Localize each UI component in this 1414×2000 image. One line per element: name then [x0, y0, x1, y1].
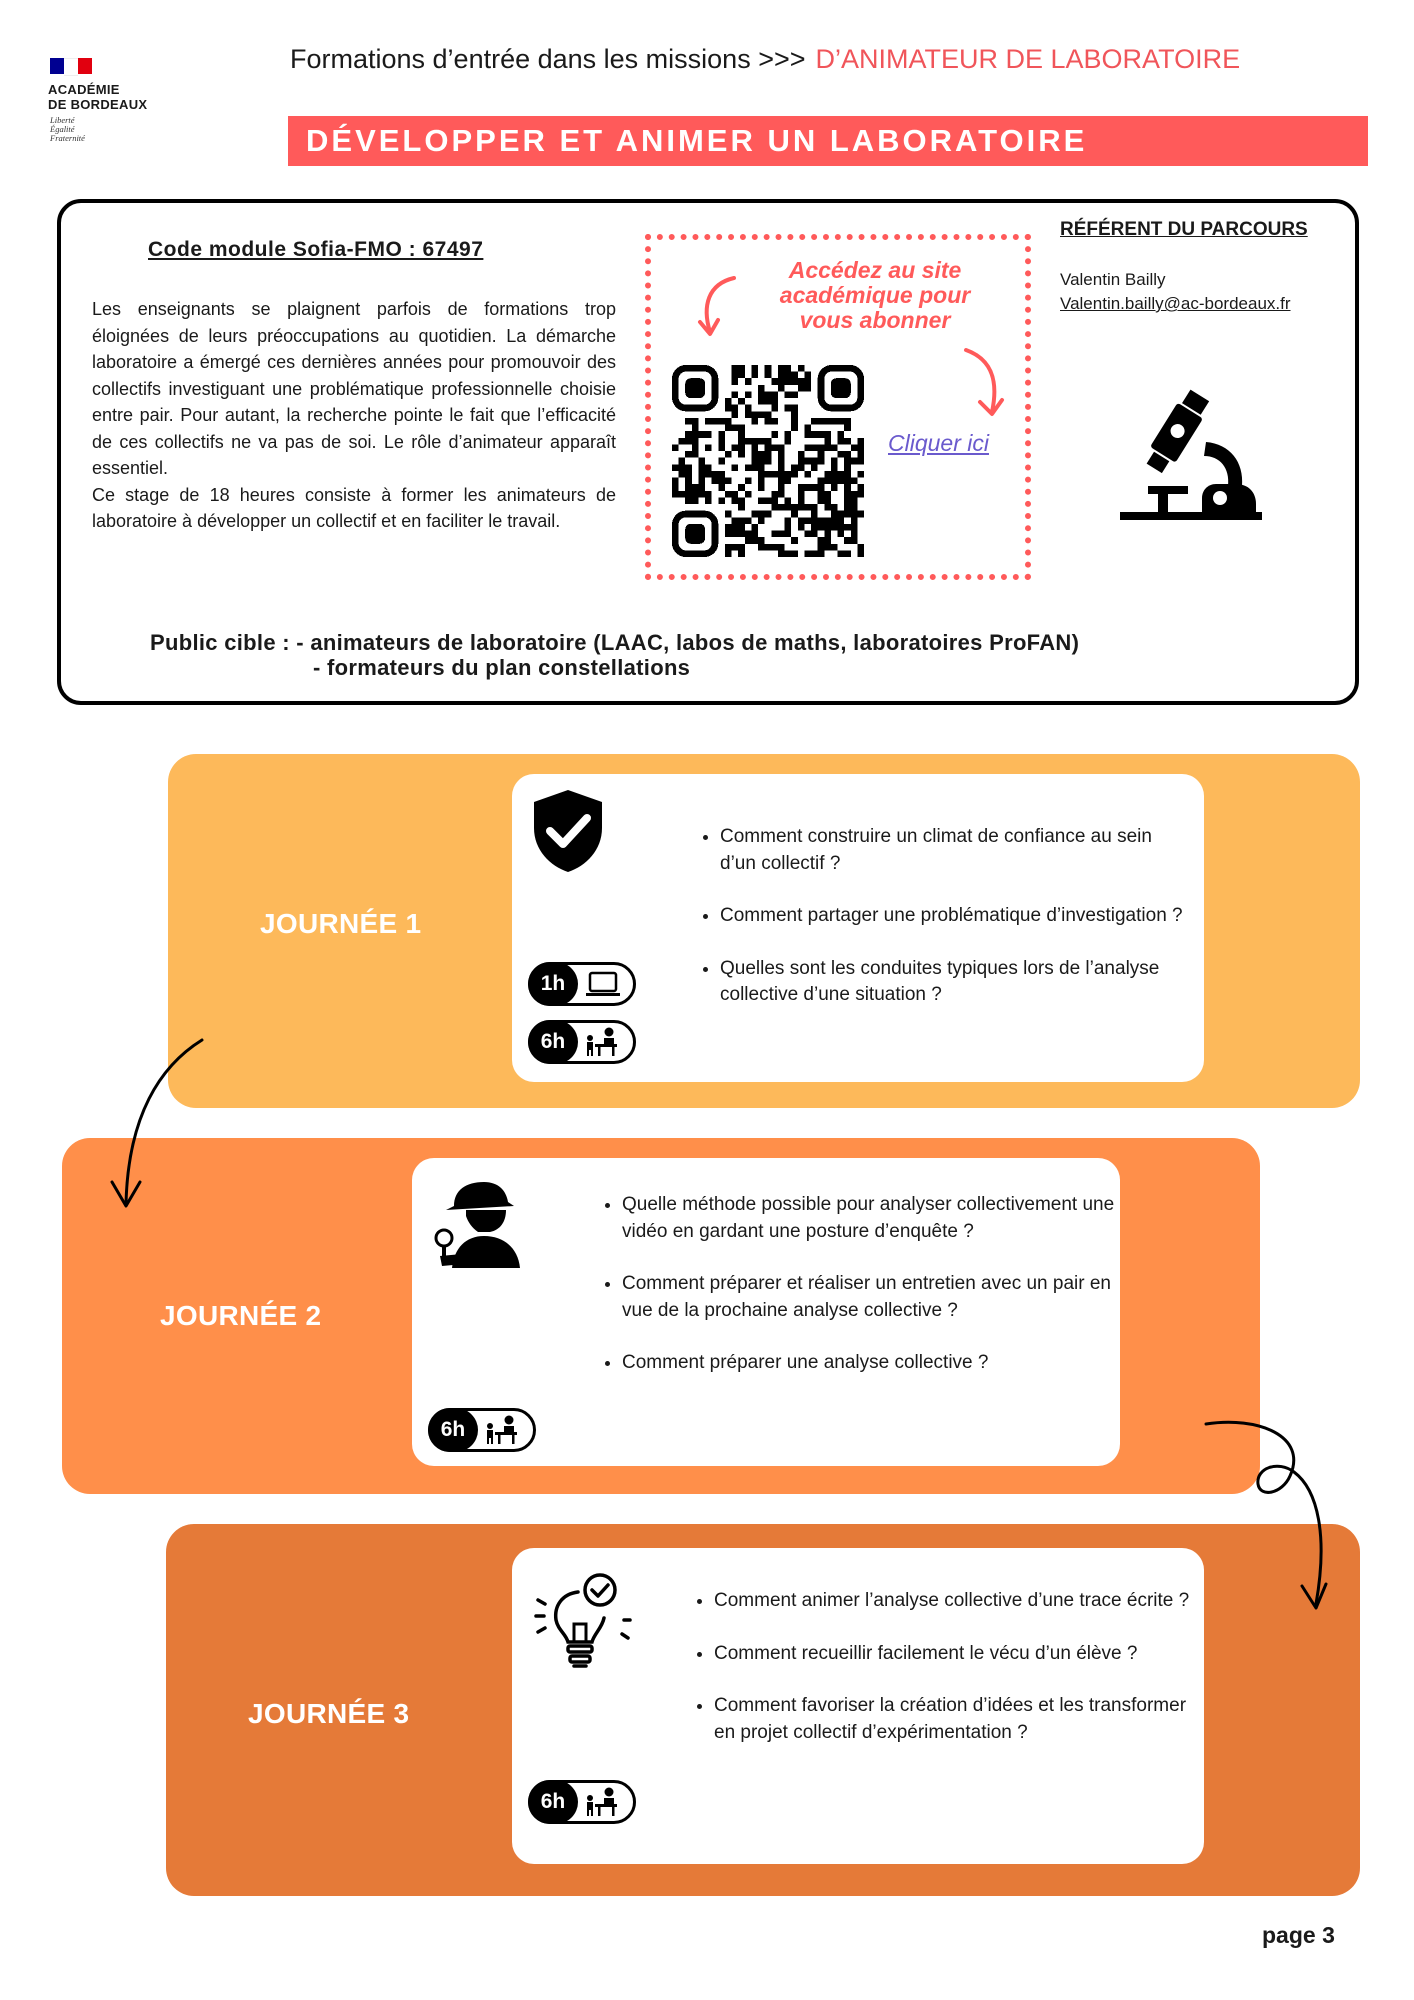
detective-icon [432, 1176, 528, 1272]
question-item: • Comment construire un climat de confiance au sein d’un collectif ? [720, 824, 1190, 877]
question-item: • Comment favoriser la création d’idées et les transformer en projet collectif d’expérimentation ? [714, 1693, 1194, 1746]
curved-arrow-icon [100, 1036, 210, 1216]
referent-title: RÉFÉRENT DU PARCOURS [1060, 219, 1308, 240]
question-item: • Comment recueillir facilement le vécu d’un élève ? [714, 1641, 1194, 1668]
intro-paragraph-2: Ce stage de 18 heures consiste à former les animateurs de laboratoire à développer un collectif et en faciliter le travail. [92, 484, 616, 531]
question-item: • Quelle méthode possible pour analyser collectivement une vidéo en gardant une posture d’enquête ? [622, 1192, 1122, 1245]
duration-6h: 6h [428, 1408, 478, 1452]
question-item: • Comment animer l’analyse collective d’une trace écrite ? [714, 1588, 1194, 1615]
motto-liberte: Liberté [50, 115, 75, 125]
classroom-icon [485, 1414, 521, 1446]
header-line [290, 44, 1240, 75]
duration-6h: 6h [528, 1780, 578, 1824]
module-code: Code module Sofia-FMO : 67497 [148, 238, 484, 261]
question-item: • Comment préparer une analyse collective ? [622, 1350, 1122, 1377]
page-title: DÉVELOPPER ET ANIMER UN LABORATOIRE [288, 116, 1368, 166]
duration-1h: 1h [528, 962, 578, 1006]
republic-flag-icon [50, 58, 92, 74]
classroom-icon [585, 1026, 621, 1058]
duration-pill-6h [428, 1408, 536, 1452]
day-3-questions [688, 1588, 1194, 1772]
referent-name: Valentin Bailly [1060, 270, 1166, 289]
laptop-icon [585, 968, 621, 1000]
curved-arrow-icon [1198, 1416, 1328, 1616]
referent-email-link[interactable]: Valentin.bailly@ac-bordeaux.fr [1060, 294, 1291, 313]
republic-motto [50, 116, 85, 143]
logo-line-1: ACADÉMIE [48, 82, 120, 97]
header-accent: D’ANIMATEUR DE LABORATOIRE [815, 44, 1241, 74]
shield-check-icon [528, 786, 608, 876]
duration-6h: 6h [528, 1020, 578, 1064]
header-prefix: Formations d’entrée dans les missions >>> [290, 44, 806, 74]
duration-pill-6h [528, 1020, 636, 1064]
academy-logo-name [48, 82, 147, 112]
question-item: • Quelles sont les conduites typiques lors de l’analyse collective d’une situation ? [720, 956, 1190, 1009]
audience-line-1: Public cible : - animateurs de laboratoire (LAAC, labos de maths, laboratoires ProFAN) [150, 630, 1080, 655]
qr-title: Accédez au site académique pour vous abonner [779, 257, 971, 333]
microscope-icon [1118, 386, 1264, 524]
audience-line-2: - formateurs du plan constellations [313, 655, 691, 680]
question-item: • Comment préparer et réaliser un entretien avec un pair en vue de la prochaine analyse collective ? [622, 1271, 1122, 1324]
lightbulb-check-icon [530, 1570, 636, 1676]
motto-fraternite: Fraternité [50, 133, 85, 143]
logo-line-2: DE BORDEAUX [48, 97, 148, 112]
intro-paragraph-1: Les enseignants se plaignent parfois de formations trop éloignées de leurs préoccupations au quotidien. La démarche laboratoire a émergé ces dernières années pour promouvoir des collectifs investiguant une problématique professionnelle choisie entre pair. Pour autant, la recherche pointe le fait que l’efficacité de ces collectifs ne va pas de soi. Le rôle d’animateur apparaît essentiel. [92, 299, 616, 478]
motto-egalite: Égalité [50, 124, 75, 134]
day-1-questions [694, 824, 1190, 1035]
qr-code[interactable] [672, 365, 864, 557]
target-audience [150, 630, 1079, 680]
classroom-icon [585, 1786, 621, 1818]
click-here-link[interactable]: Cliquer ici [888, 430, 989, 456]
duration-pill-1h [528, 962, 636, 1006]
day-1-label: JOURNÉE 1 [260, 908, 422, 939]
curved-arrow-icon [692, 272, 752, 342]
day-2-label: JOURNÉE 2 [160, 1300, 322, 1331]
page-number: page 3 [1262, 1922, 1335, 1948]
intro-text [92, 296, 616, 535]
duration-pill-6h [528, 1780, 636, 1824]
day-2-questions [596, 1192, 1122, 1403]
question-item: • Comment partager une problématique d’investigation ? [720, 903, 1190, 930]
curved-arrow-icon [958, 344, 1010, 420]
day-3-label: JOURNÉE 3 [248, 1698, 410, 1729]
